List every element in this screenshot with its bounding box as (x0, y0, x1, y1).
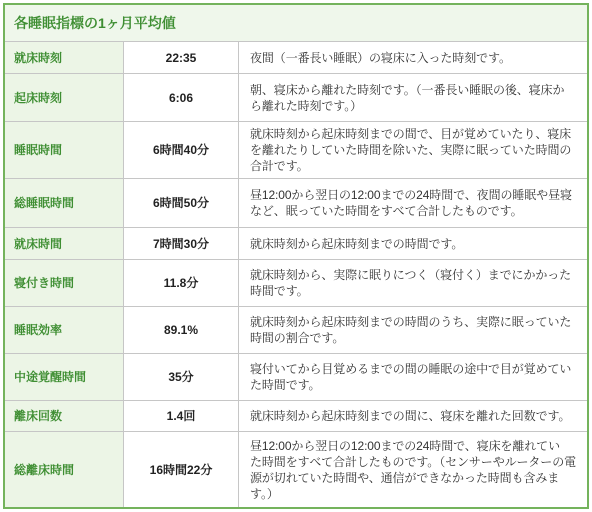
description-line: など、眠っていた時間をすべて合計したものです。 (250, 204, 523, 218)
description-line: 就床時刻から起床時刻までの間に、寝床を離れた回数です。 (250, 409, 571, 423)
panel-title: 各睡眠指標の1ヶ月平均値 (14, 15, 176, 31)
metric-value: 16時間22分 (123, 432, 238, 507)
metric-label: 寝付き時間 (5, 260, 123, 306)
description-line: 就床時刻から起床時刻までの時間です。 (250, 236, 464, 251)
metric-description (238, 42, 587, 73)
metric-description (238, 122, 587, 178)
description-line: を離れたりしていた時間を除いた、実際に眠っていた時間の (250, 143, 572, 157)
metric-description (238, 307, 587, 353)
table-row (5, 400, 587, 431)
table-row (5, 121, 587, 178)
table-row (5, 259, 587, 306)
metric-label: 睡眠効率 (5, 307, 123, 353)
panel-header (5, 5, 587, 41)
description-line: 就床時刻から起床時刻までの間で、目が覚めていたり、寝床 (250, 127, 572, 141)
description-line: す。） (250, 486, 279, 501)
description-line: 時間の割合です。 (250, 331, 345, 345)
metric-value: 22:35 (123, 42, 238, 73)
description-line: 合計です。 (250, 159, 309, 173)
description-line: 昼12:00から翌日の12:00までの24時間で、夜間の睡眠や昼寝 (250, 188, 572, 202)
metric-label: 総離床時間 (5, 432, 123, 507)
metric-label: 離床回数 (5, 401, 123, 431)
sleep-metrics-panel (3, 3, 589, 509)
table-row (5, 431, 587, 507)
description-line: 朝、寝床から離れた時刻です。（一番長い睡眠の後、寝床か (250, 82, 565, 97)
metric-description (238, 354, 587, 400)
table-row (5, 178, 587, 227)
table-row (5, 41, 587, 73)
metric-value: 6時間40分 (123, 122, 238, 178)
description-line: 寝付いてから目覚めるまでの間の睡眠の途中で目が覚めてい (250, 362, 572, 376)
description-line: 昼12:00から翌日の12:00までの24時間で、寝床を離れてい (250, 438, 560, 453)
metric-description (238, 228, 587, 259)
description-line: ら離れた時刻です。） (250, 98, 363, 113)
table-row (5, 306, 587, 353)
description-line: 就床時刻から、実際に眠りにつく（寝付く）までにかかった (250, 268, 572, 282)
table-row (5, 73, 587, 121)
metric-value: 6時間50分 (123, 179, 238, 227)
description-line: 源が切れていた時間や、通信ができなかった時間も含みま (250, 470, 560, 485)
description-line: 夜間（一番長い睡眠）の寝床に入った時刻です。 (250, 50, 511, 65)
metric-description (238, 179, 587, 227)
metric-value: 1.4回 (123, 401, 238, 431)
metric-value: 11.8分 (123, 260, 238, 306)
metric-label: 就床時刻 (5, 42, 123, 73)
metric-value: 89.1% (123, 307, 238, 353)
metric-description (238, 432, 587, 507)
description-line: 時間です。 (250, 284, 309, 298)
metric-value: 6:06 (123, 74, 238, 121)
metric-label: 中途覚醒時間 (5, 354, 123, 400)
metric-label: 就床時間 (5, 228, 123, 259)
table-row (5, 227, 587, 259)
metric-label: 起床時刻 (5, 74, 123, 121)
metric-value: 7時間30分 (123, 228, 238, 259)
metric-label: 睡眠時間 (5, 122, 123, 178)
metric-value: 35分 (123, 354, 238, 400)
metric-description (238, 260, 587, 306)
metric-label: 総睡眠時間 (5, 179, 123, 227)
metric-description (238, 74, 587, 121)
table-row (5, 353, 587, 400)
description-line: た時間をすべて合計したものです。（センサーやルーターの電 (250, 454, 577, 469)
metrics-table (5, 41, 587, 507)
metric-description (238, 401, 587, 431)
description-line: 就床時刻から起床時刻までの時間のうち、実際に眠っていた (250, 315, 572, 329)
description-line: た時間です。 (250, 378, 321, 392)
